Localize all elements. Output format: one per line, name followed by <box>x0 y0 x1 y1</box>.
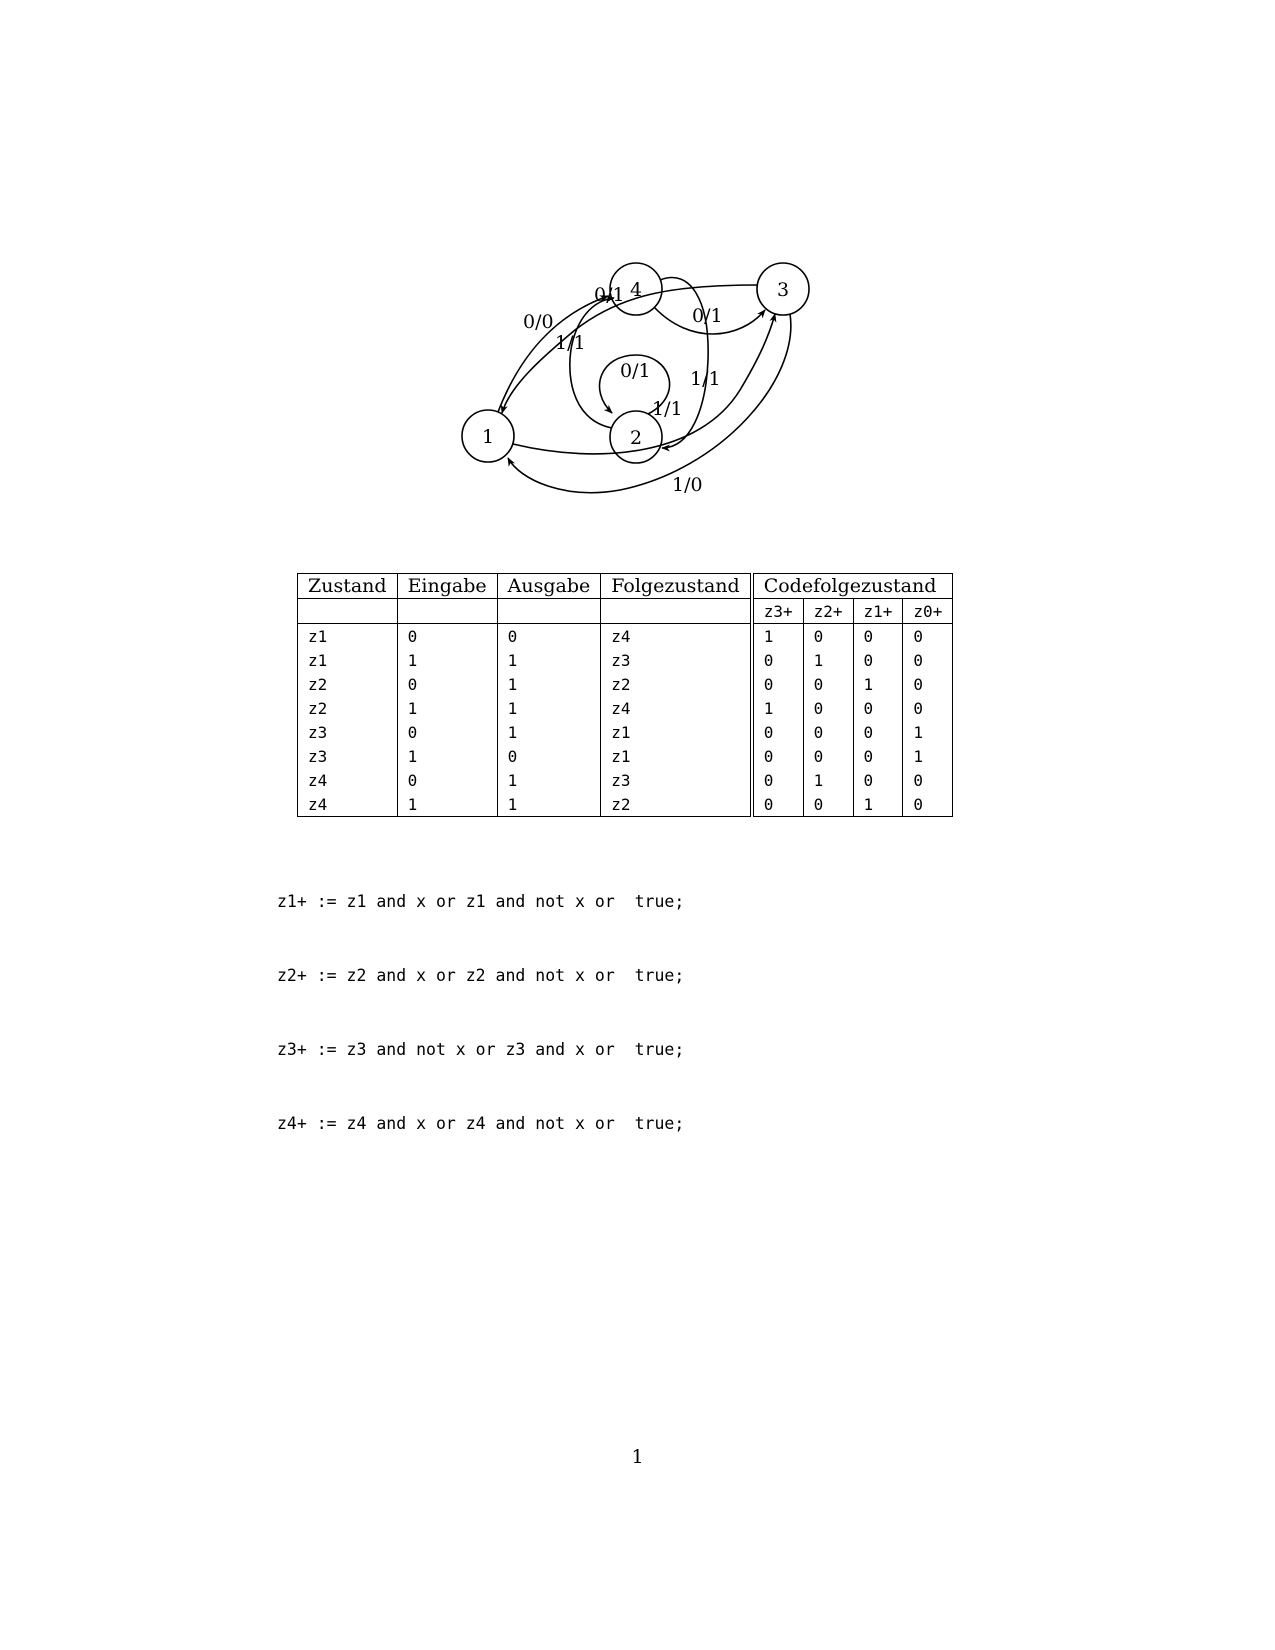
cell: 1 <box>497 648 601 672</box>
edge-label-0-1-top: 0/1 <box>594 284 625 306</box>
cell: 0 <box>903 624 953 649</box>
table-row <box>298 720 953 744</box>
edge-label-1-1-left: 1/1 <box>555 332 586 354</box>
header-codefolgezustand: Codefolgezustand <box>752 574 953 599</box>
cell: 0 <box>803 792 853 817</box>
subheader-z1: z1+ <box>853 599 903 624</box>
cell: 0 <box>752 672 803 696</box>
cell: 0 <box>752 792 803 817</box>
cell: 1 <box>803 768 853 792</box>
cell: z4 <box>601 696 752 720</box>
cell: z4 <box>298 792 398 817</box>
cell: z1 <box>298 648 398 672</box>
table-row <box>298 744 953 768</box>
header-empty <box>298 599 398 624</box>
cell: z2 <box>601 672 752 696</box>
cell: 0 <box>497 744 601 768</box>
cell: 0 <box>853 768 903 792</box>
edge-4-to-2 <box>660 278 708 448</box>
page-number: 1 <box>631 1446 644 1468</box>
cell: 0 <box>803 744 853 768</box>
edge-label-1-1-lower: 1/1 <box>652 398 683 420</box>
cell: z4 <box>298 768 398 792</box>
header-empty <box>497 599 601 624</box>
cell: z3 <box>298 744 398 768</box>
cell: 0 <box>853 648 903 672</box>
cell: 0 <box>853 720 903 744</box>
header-empty <box>601 599 752 624</box>
cell: 0 <box>903 672 953 696</box>
cell: 0 <box>903 768 953 792</box>
cell: 1 <box>397 696 497 720</box>
cell: 0 <box>853 696 903 720</box>
cell: z1 <box>601 720 752 744</box>
cell: 1 <box>853 672 903 696</box>
cell: 0 <box>497 624 601 649</box>
cell: 0 <box>903 792 953 817</box>
cell: z3 <box>298 720 398 744</box>
header-ausgabe: Ausgabe <box>497 574 601 599</box>
cell: 1 <box>903 720 953 744</box>
header-eingabe: Eingabe <box>397 574 497 599</box>
cell: 1 <box>497 792 601 817</box>
table-row <box>298 672 953 696</box>
cell: 0 <box>903 648 953 672</box>
cell: 1 <box>903 744 953 768</box>
cell: z2 <box>298 672 398 696</box>
cell: 0 <box>397 720 497 744</box>
subheader-z3: z3+ <box>752 599 803 624</box>
cell: 0 <box>803 696 853 720</box>
state-1-label: 1 <box>481 426 495 448</box>
edge-1-to-3 <box>513 314 775 454</box>
cell: z3 <box>601 648 752 672</box>
cell: 1 <box>752 624 803 649</box>
edge-label-0-1-loop: 0/1 <box>620 360 651 382</box>
cell: z2 <box>601 792 752 817</box>
state-1 <box>462 410 514 462</box>
cell: z4 <box>601 624 752 649</box>
cell: 0 <box>397 768 497 792</box>
cell: 0 <box>752 720 803 744</box>
cell: 1 <box>752 696 803 720</box>
table-row <box>298 768 953 792</box>
cell: 0 <box>397 672 497 696</box>
cell: 1 <box>803 648 853 672</box>
cell: 1 <box>497 768 601 792</box>
edge-label-1-1-right: 1/1 <box>690 368 721 390</box>
cell: 0 <box>752 744 803 768</box>
cell: 0 <box>803 624 853 649</box>
table-row <box>298 792 953 817</box>
subheader-z2: z2+ <box>803 599 853 624</box>
subheader-z0: z0+ <box>903 599 953 624</box>
state-3 <box>757 263 809 315</box>
table-row <box>298 624 953 649</box>
cell: 1 <box>497 672 601 696</box>
cell: 0 <box>803 720 853 744</box>
cell: z2 <box>298 696 398 720</box>
equations-block <box>277 841 684 1161</box>
cell: 1 <box>397 744 497 768</box>
equation-line: z2+ := z2 and x or z2 and not x or true; <box>277 965 685 985</box>
cell: 0 <box>803 672 853 696</box>
equation-line: z1+ := z1 and x or z1 and not x or true; <box>277 892 685 912</box>
cell: 1 <box>397 648 497 672</box>
cell: 1 <box>497 696 601 720</box>
state-3-label: 3 <box>776 279 790 301</box>
edge-label-0-0: 0/0 <box>523 311 554 333</box>
cell: 0 <box>903 696 953 720</box>
cell: z1 <box>298 624 398 649</box>
edge-label-0-1-right: 0/1 <box>692 305 723 327</box>
cell: 0 <box>752 768 803 792</box>
state-transition-table <box>297 573 953 817</box>
cell: 1 <box>853 792 903 817</box>
header-folgezustand: Folgezustand <box>601 574 752 599</box>
equation-line: z4+ := z4 and x or z4 and not x or true; <box>277 1113 685 1133</box>
cell: 0 <box>853 744 903 768</box>
cell: 0 <box>853 624 903 649</box>
table-row <box>298 648 953 672</box>
cell: z3 <box>601 768 752 792</box>
cell: 0 <box>397 624 497 649</box>
table-row <box>298 696 953 720</box>
equation-line: z3+ := z3 and not x or z3 and x or true; <box>277 1039 685 1059</box>
cell: z1 <box>601 744 752 768</box>
cell: 1 <box>397 792 497 817</box>
header-zustand: Zustand <box>298 574 398 599</box>
state-4-label: 4 <box>629 279 643 301</box>
edge-3-to-1-lower <box>508 314 791 493</box>
state-diagram <box>0 0 1275 520</box>
cell: 1 <box>497 720 601 744</box>
edge-label-1-0: 1/0 <box>672 474 703 496</box>
cell: 0 <box>752 648 803 672</box>
state-2-label: 2 <box>629 427 643 449</box>
header-empty <box>397 599 497 624</box>
